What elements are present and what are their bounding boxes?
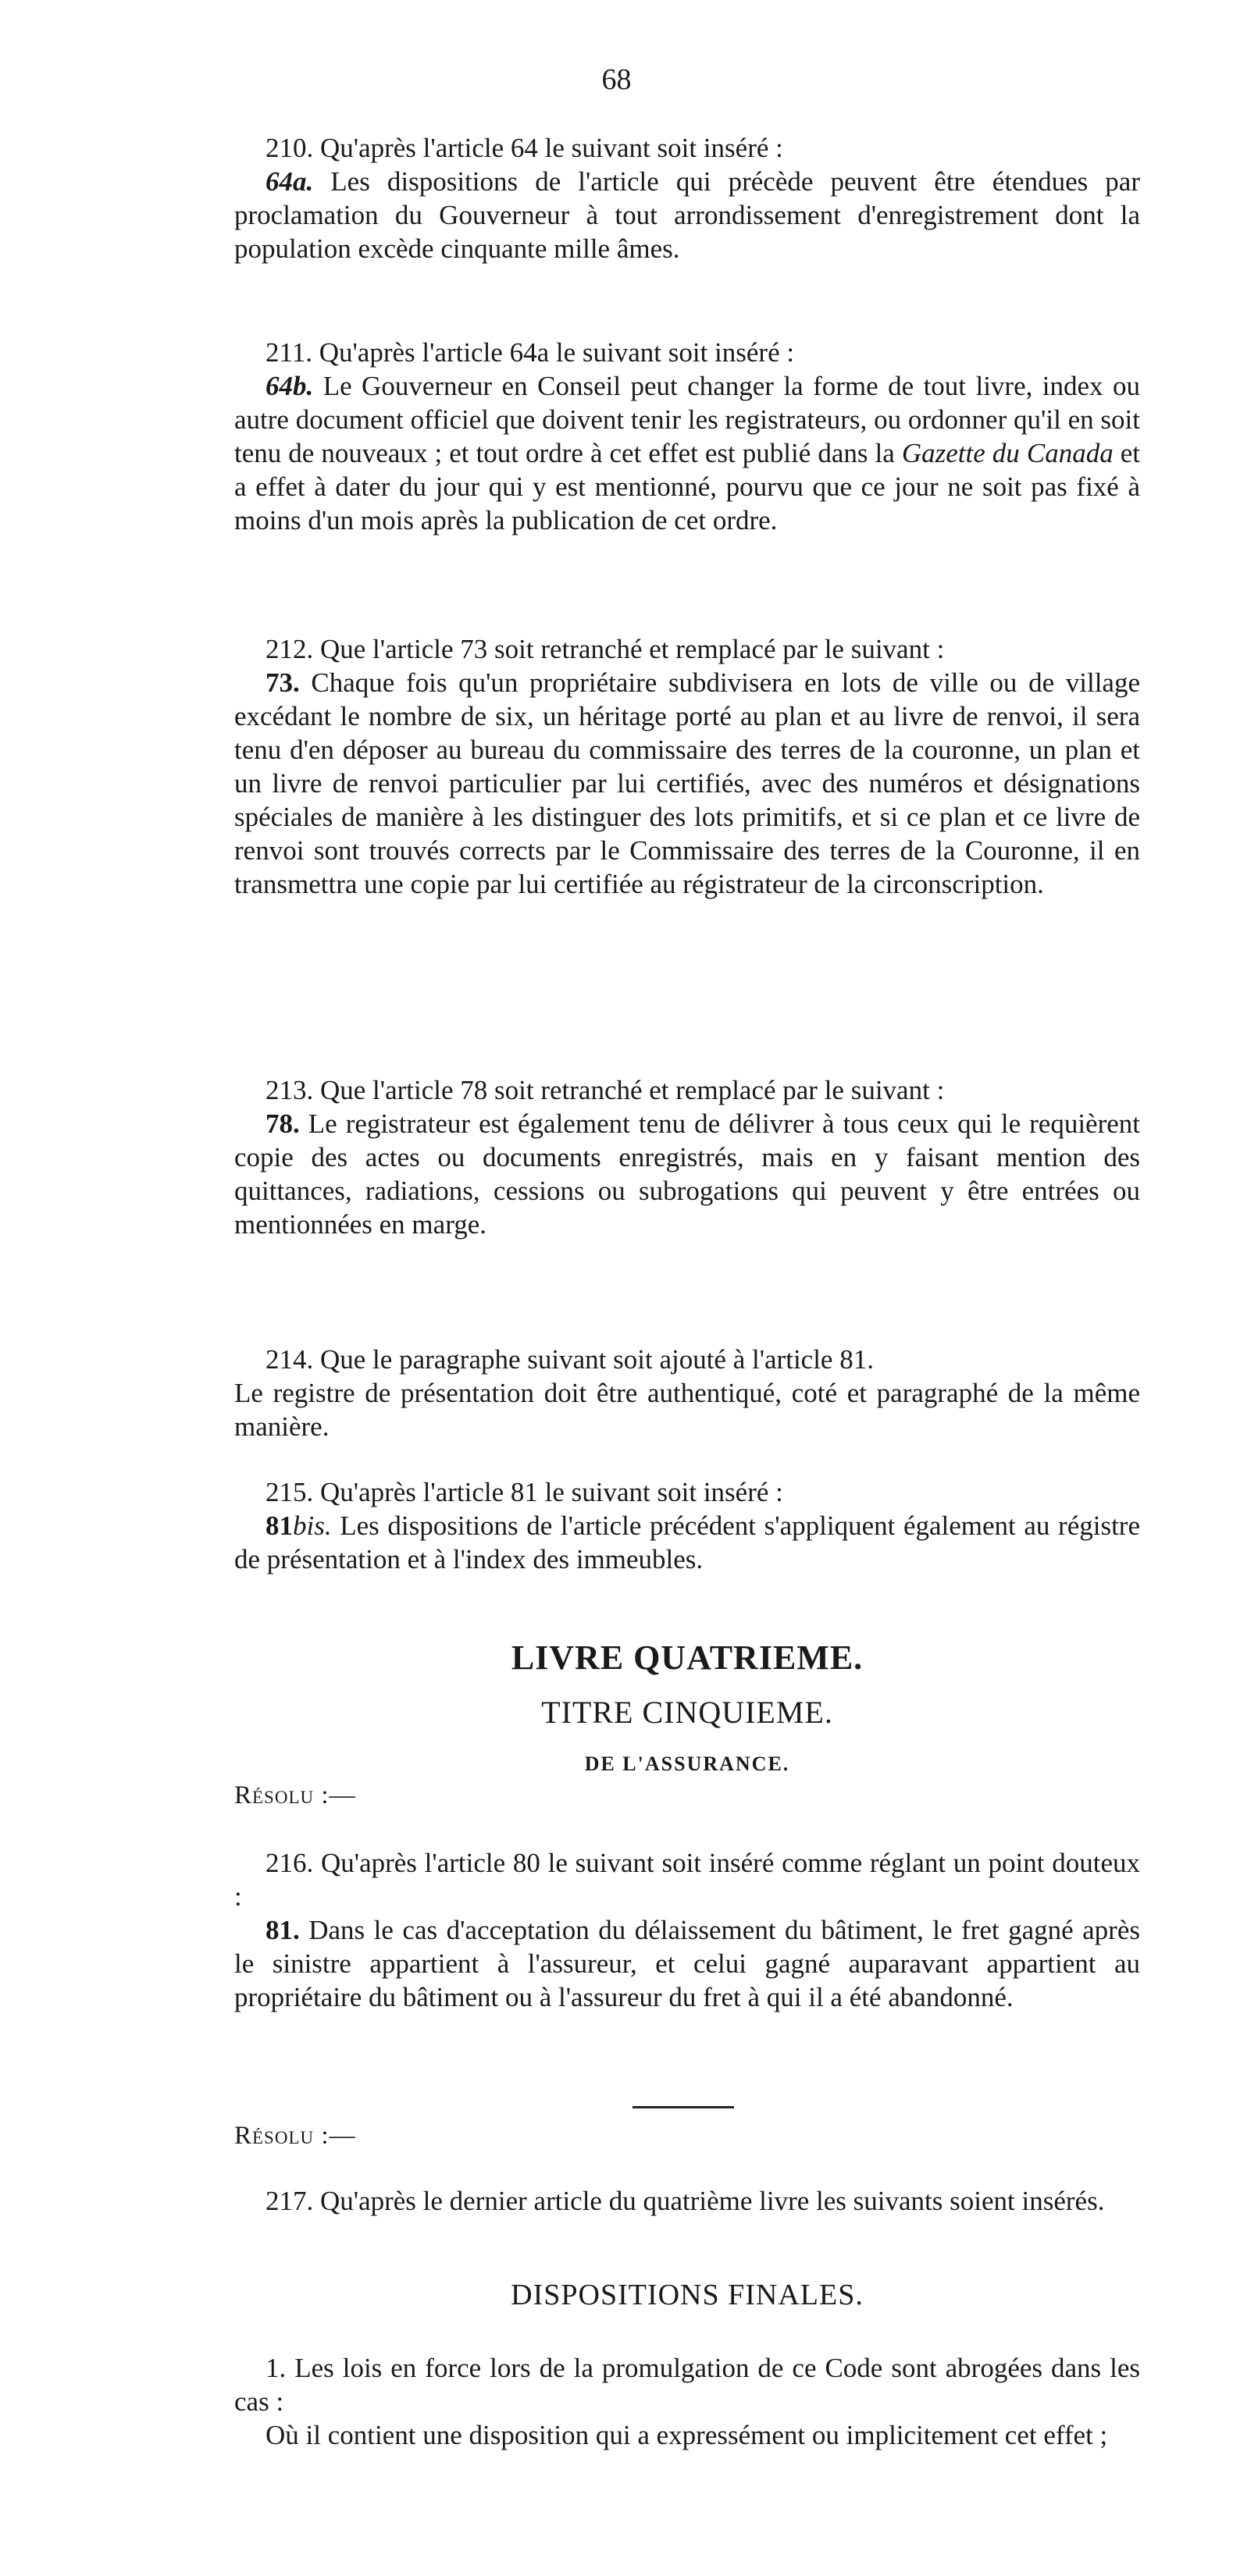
final-provision-1-intro: 1. Les lois en force lors de la promulgation de ce Code sont abrogées dans les cas : — [234, 2353, 1140, 2417]
section-217 — [234, 2184, 1140, 2218]
section-216-intro: 216. Qu'après l'article 80 le suivant soit inséré comme réglant un point douteux : — [234, 1848, 1140, 1912]
article-64b — [234, 369, 1140, 537]
final-provision-1-text: Où il contient une disposition qui a expressément ou implicitement cet effet ; — [265, 2420, 1108, 2450]
article-64a-text: Les dispositions de l'article qui précède peuvent être étendues par proclamation du Gouverneur à tout arrondissement d'enregistrement dont la population excède cinquante mille âmes. — [234, 166, 1140, 264]
section-213-intro: 213. Que l'article 78 soit retranché et remplacé par le suivant : — [265, 1075, 945, 1105]
article-73-number: 73. — [265, 667, 300, 698]
horizontal-divider — [633, 2106, 734, 2108]
page-number: 68 — [601, 63, 632, 96]
section-214 — [234, 1343, 1140, 1443]
article-64a-number: 64a. — [265, 166, 314, 197]
section-210 — [234, 131, 1140, 265]
article-81bis-text: Les dispositions de l'article précédent s'appliquent également au régistre de présentation et à l'index des immeubles. — [234, 1510, 1140, 1574]
section-215 — [234, 1475, 1140, 1576]
final-provision-1 — [234, 2351, 1140, 2452]
heading-titre-cinquieme: TITRE CINQUIEME. — [541, 1695, 833, 1730]
article-64a — [234, 165, 1140, 265]
article-81-assurance — [234, 1913, 1140, 2014]
section-212 — [234, 632, 1140, 901]
article-64b-text-2: et a effet à dater du jour qui y est mentionné, pourvu que ce jour ne soit pas fixé à moins d'un mois après la publication de cet ordre. — [234, 438, 1141, 535]
article-64b-text-1: Le Gouverneur en Conseil peut changer la forme de tout livre, index ou autre document officiel que doivent tenir les registrateurs, ou ordonner qu'il en soit tenu de nouveaux ; et tout ordre à cet effet est publié dans la — [234, 371, 1140, 468]
article-78-text: Le registrateur est également tenu de délivrer à tous ceux qui le requièrent copie des actes ou documents enregistrés, mais en y faisant mention des quittances, radiations, cessions ou subrogations qui peuvent y être entrées ou mentionnées en marge. — [234, 1108, 1140, 1240]
article-81-assurance-text: Dans le cas d'acceptation du délaissement du bâtiment, le fret gagné après le sinistre appartient à l'assureur, et celui gagné auparavant appartient au propriétaire du bâtiment ou à l'assureur du fret à qui il a été abandonné. — [234, 1915, 1140, 2012]
article-64b-number: 64b. — [265, 371, 314, 401]
article-81bis — [234, 1509, 1140, 1576]
article-73-text: Chaque fois qu'un propriétaire subdivisera en lots de ville ou de village excédant le nombre de six, un héritage porté au plan et au livre de renvoi, il sera tenu d'en déposer au bureau du commissaire des terres de la couronne, un plan et un livre de renvoi particulier par lui certifiés, avec des numéros et désignations spéciales de manière à les distinguer des lots primitifs, et si ce plan et ce livre de renvoi sont trouvés corrects par le Commissaire des terres de la Couronne, il en transmettra une copie par lui certifiée au régistrateur de la circonscription. — [234, 667, 1140, 899]
heading-dispositions-finales: DISPOSITIONS FINALES. — [511, 2279, 864, 2311]
article-78 — [234, 1107, 1140, 1241]
section-213 — [234, 1073, 1140, 1241]
resolu-label-1: Résolu :— — [234, 1781, 356, 1809]
article-81bis-suffix: bis. — [293, 1510, 332, 1541]
section-214-intro: 214. Que le paragraphe suivant soit ajouté à l'article 81. — [265, 1344, 874, 1375]
gazette-title: Gazette du Canada — [901, 438, 1114, 468]
section-212-intro: 212. Que l'article 73 soit retranché et remplacé par le suivant : — [265, 634, 945, 664]
section-211-intro: 211. Qu'après l'article 64a le suivant soit inséré : — [265, 337, 795, 368]
article-73 — [234, 666, 1140, 901]
section-215-intro: 215. Qu'après l'article 81 le suivant soit inséré : — [265, 1477, 783, 1507]
section-216 — [234, 1846, 1140, 2014]
article-78-number: 78. — [265, 1108, 300, 1139]
article-81-assurance-number: 81. — [265, 1915, 300, 1945]
section-217-intro: 217. Qu'après le dernier article du quatrième livre les suivants soient insérés. — [265, 2186, 1105, 2216]
section-211 — [234, 336, 1140, 537]
section-214-text: Le registre de présentation doit être authentiqué, coté et paragraphé de la même manière. — [234, 1378, 1140, 1442]
resolu-label-2: Résolu :— — [234, 2122, 356, 2150]
article-81bis-number: 81 — [265, 1510, 293, 1541]
heading-livre-quatrieme: LIVRE QUATRIEME. — [511, 1638, 864, 1677]
heading-de-lassurance: DE L'ASSURANCE. — [584, 1752, 790, 1775]
section-210-intro: 210. Qu'après l'article 64 le suivant soit inséré : — [265, 133, 783, 163]
